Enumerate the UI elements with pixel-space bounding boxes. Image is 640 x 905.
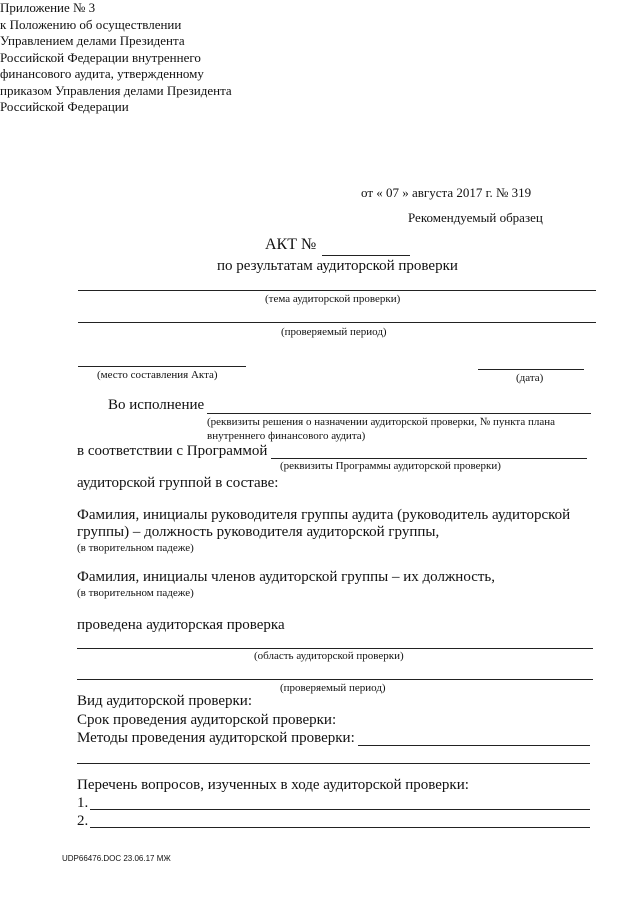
conducted-label: проведена аудиторская проверка (77, 617, 285, 633)
appendix-line: Российской Федерации внутреннего (0, 49, 201, 65)
decision-caption-2: внутреннего финансового аудита) (207, 430, 366, 442)
date-caption: (дата) (516, 372, 544, 384)
members-line: Фамилия, инициалы членов аудиторской группы – их должность, (77, 569, 496, 585)
act-number-line (322, 255, 410, 256)
group-label: аудиторской группой в составе: (77, 475, 279, 491)
order-date-line: от « 07 » августа 2017 г. № 319 (361, 185, 532, 200)
period-caption: (проверяемый период) (281, 326, 387, 338)
question-item-2-number: 2. (77, 813, 89, 829)
topic-line (78, 290, 596, 291)
program-line (271, 458, 587, 459)
appendix-line: к Положению об осуществлении (0, 16, 182, 32)
file-stamp: UDP66476.DOC 23.06.17 МЖ (62, 854, 171, 863)
question-item-2-line (90, 827, 590, 828)
leader-line-2: группы) – должность руководителя аудиторской группы, (77, 524, 440, 540)
place-caption: (место составления Акта) (97, 369, 218, 381)
period-2-line (77, 679, 593, 680)
decision-caption-1: (реквизиты решения о назначении аудиторской проверки, № пункта плана (207, 416, 556, 428)
appendix-line: Российской Федерации (0, 99, 129, 114)
place-line (78, 366, 246, 367)
appendix-line: финансового аудита, утвержденному (0, 66, 204, 81)
period-line (78, 322, 596, 323)
instrumental-caption-2: (в творительном падеже) (77, 587, 194, 599)
question-item-1-line (90, 809, 590, 810)
methods-line-2 (77, 763, 590, 764)
question-item-1-number: 1. (77, 795, 89, 811)
program-caption: (реквизиты Программы аудиторской проверки) (280, 460, 501, 472)
appendix-line: Приложение № 3 (0, 0, 96, 15)
in-execution-label: Во исполнение (108, 397, 205, 413)
scope-caption: (область аудиторской проверки) (254, 650, 404, 662)
decision-line (207, 413, 591, 414)
per-program-label: в соответствии с Программой (77, 443, 268, 459)
act-subtitle: по результатам аудиторской проверки (217, 258, 458, 274)
appendix-header (0, 0, 270, 116)
topic-caption: (тема аудиторской проверки) (265, 293, 401, 305)
period-2-caption: (проверяемый период) (280, 682, 386, 694)
leader-line-1: Фамилия, инициалы руководителя группы аудита (руководитель аудиторской (77, 507, 571, 523)
term-label: Срок проведения аудиторской проверки: (77, 712, 337, 728)
methods-label: Методы проведения аудиторской проверки: (77, 730, 355, 746)
appendix-line: приказом Управления делами Президента (0, 82, 232, 98)
instrumental-caption-1: (в творительном падеже) (77, 542, 194, 554)
act-title: АКТ № (265, 236, 317, 253)
sample-note: Рекомендуемый образец (408, 210, 543, 225)
date-line (478, 369, 584, 370)
scope-line (77, 648, 593, 649)
appendix-line: Управлением делами Президента (0, 33, 185, 48)
type-label: Вид аудиторской проверки: (77, 693, 253, 709)
questions-label: Перечень вопросов, изученных в ходе аудиторской проверки: (77, 777, 469, 793)
methods-line (358, 745, 590, 746)
